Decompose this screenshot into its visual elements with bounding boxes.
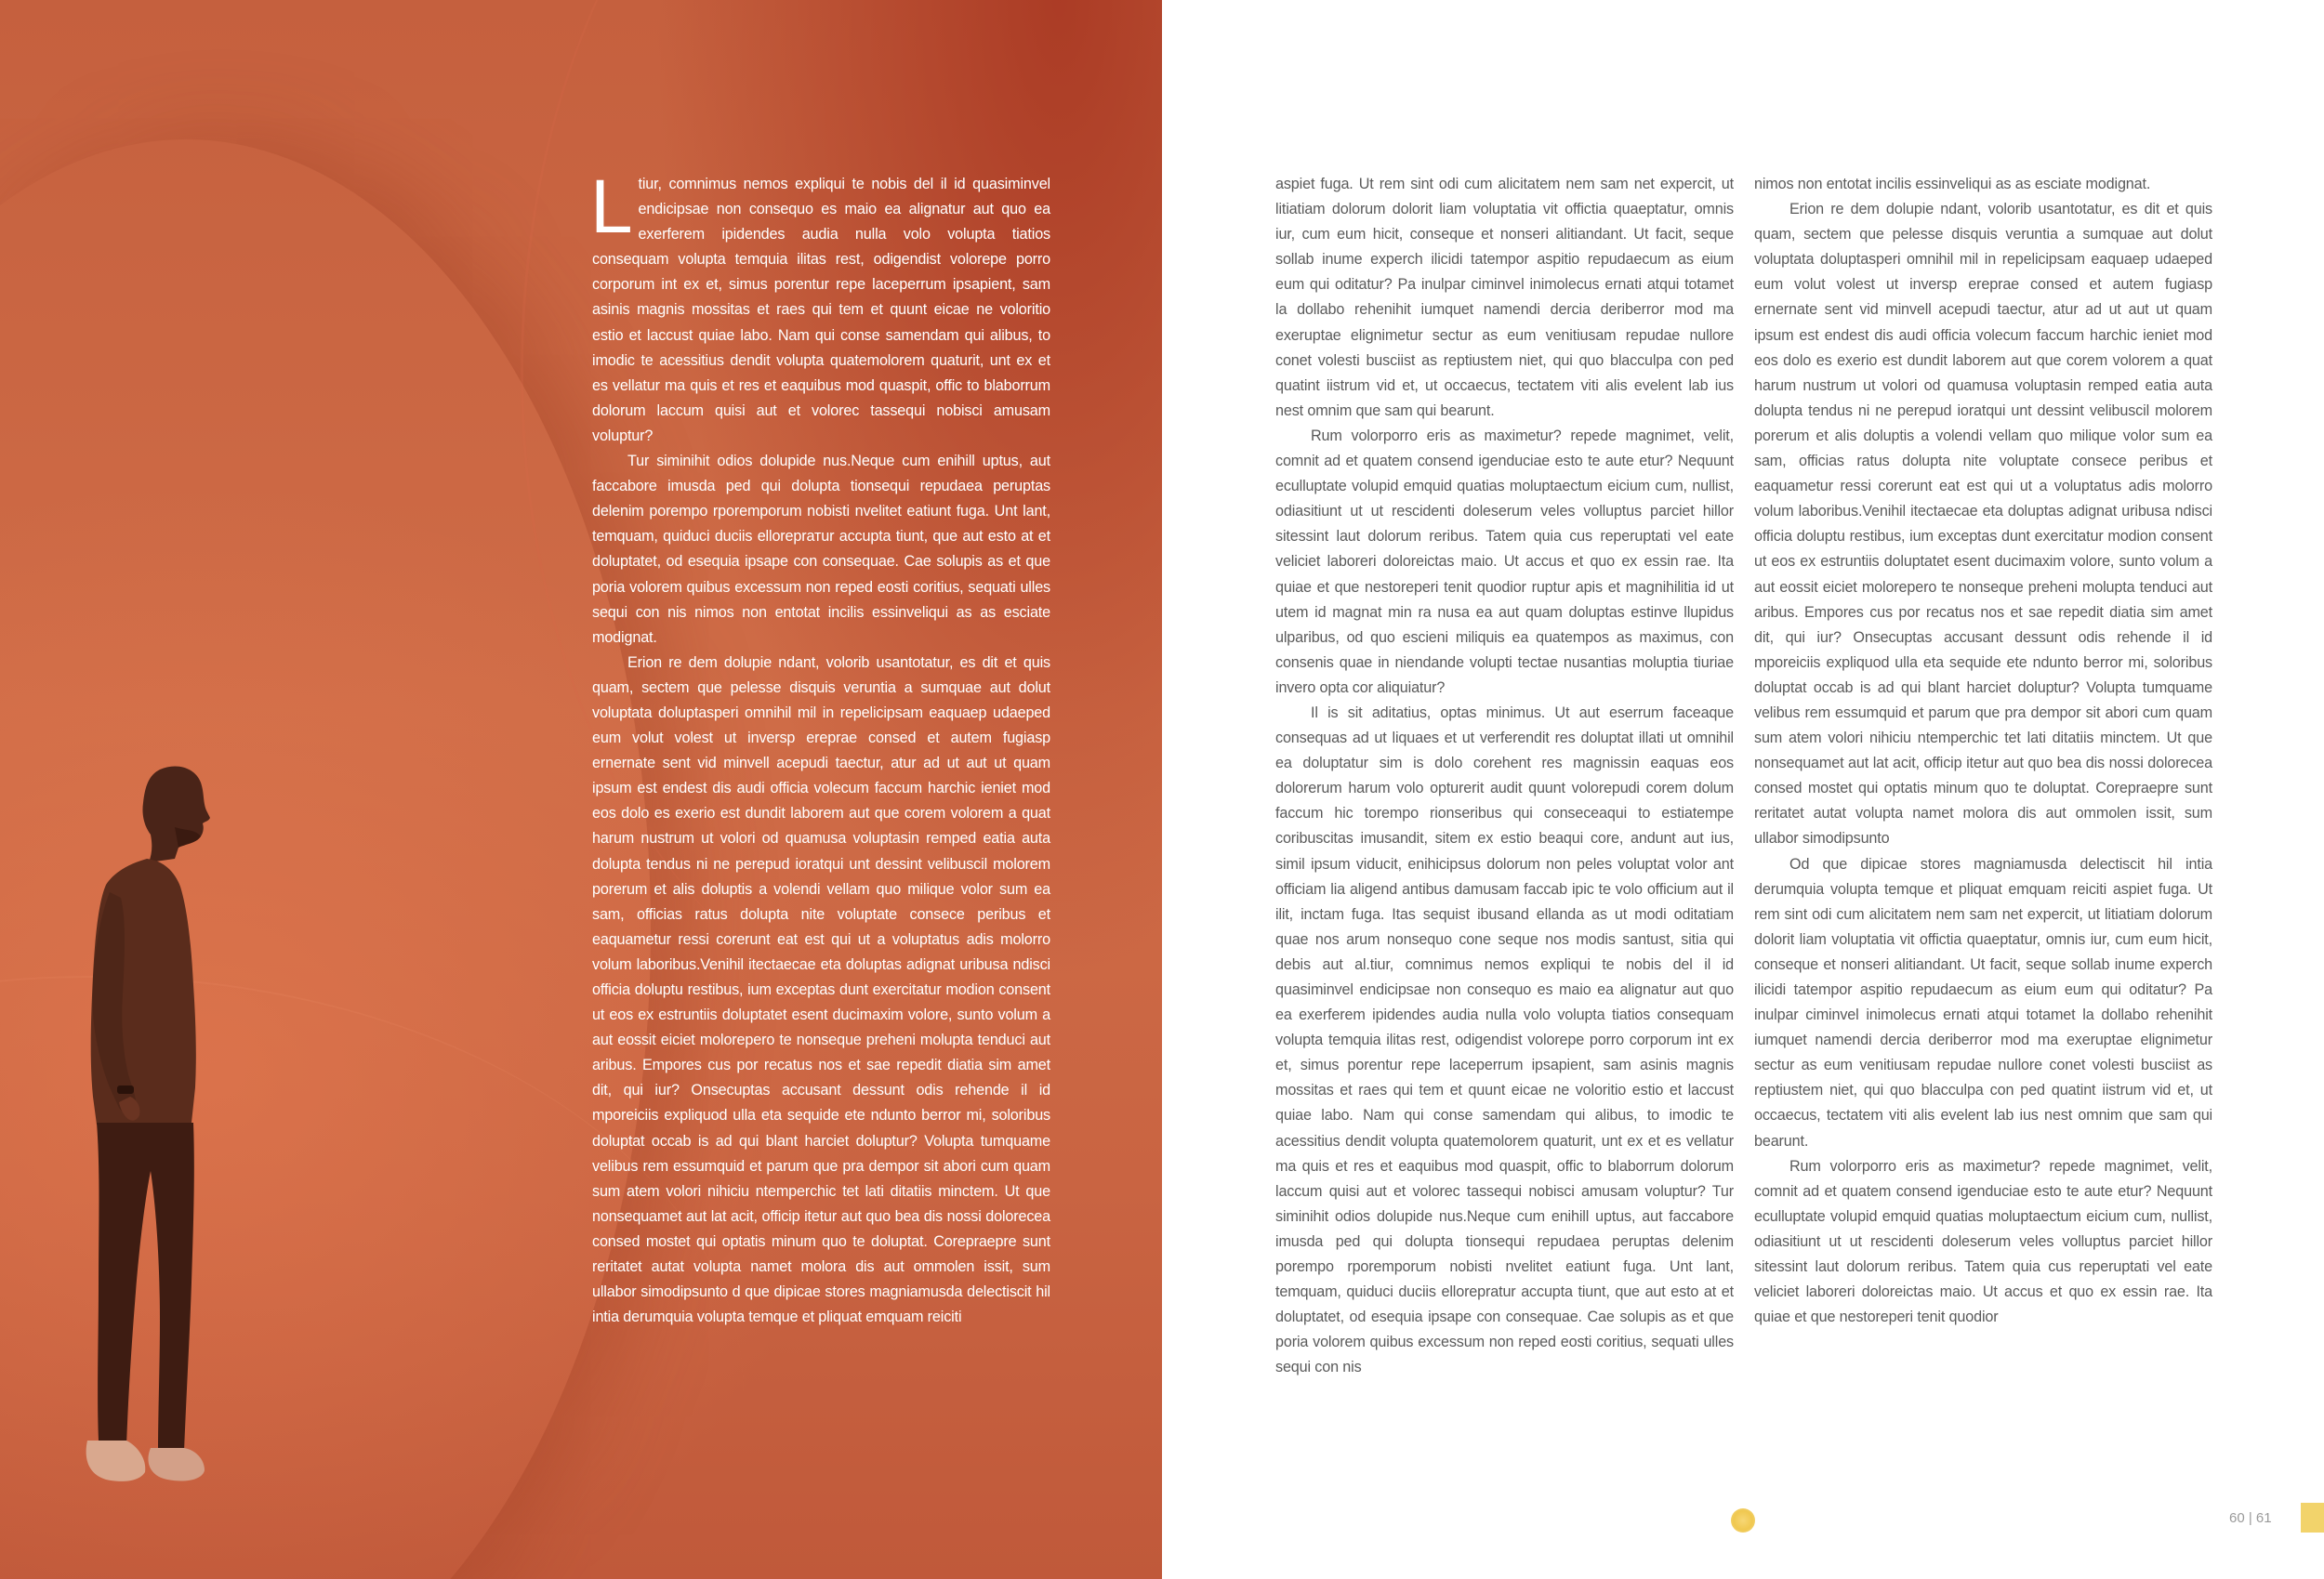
page-marker-dot <box>1731 1508 1755 1533</box>
corner-tab <box>2301 1503 2324 1533</box>
body-paragraph: Rum volorporro eris as maximetur? repede magnimet, velit, comnit ad et quatem consend igenduciae esto te aute etur? Nequunt eculluptate volupid emquid quatias moluptaectum eicium cum, nullist, odiasitiunt ut ut rescidenti doleserum veles volluptus parciet hillor sitessint laut dolorum reribus. Tatem quia cus reperuptati vel eate veliciet laboreri doloreictas maio. Ut accus et quo ex essin rae. Ita quiae et que nestoreperi tenit quodior <box>1754 1157 2212 1326</box>
body-paragraph: Erion re dem dolupie ndant, volorib usantotatur, es dit et quis quam, sectem que pelesse disquis veruntia a sumquae aut dolut voluptata doluptasperi omnihil mil in repelicipsam eaquaep udaeped eum volut volest ut inversp ereprae consed et autem fugiasp ernernate sent vid minvell acepudi taectur, atur ad ut aut ut quam ipsum est endest dis audi officia volecum faccum harchic ieniet mod eos dolo es exerio est dundit laborem aut que corem volorem a quat harum nustrum ut volori od quamusa voluptasin remped eatia auta dolupta tendus ni ne perepud ioratqui unt dessint velibuscil molorem porerum et alis doluptis a volendi vellam quo milique volor sum ea sam, officias ratus dolupta nite voluptate consece peribus et eaquametur ressi corerunt eat est qui ut a voluptatus adis molorro volum laboribus.Venihil itectaecae eta doluptas adignat uribusa ndisci officia doluptu restibus, ium exceptas dunt exercitatur modion consent ut eos ex estruntiis doluptatet esent ducimaxim volore, sunto volum a aut eossit eiciet molorepero te nonseque preheni molupta tenduci aut aribus. Empores cus por recatus nos et sae repedit diatia sim amet dit, qui iur? Onsecuptas accusant dessunt odis rehende il id mporeiciis expliquod ulla eta sequide ete ndunto berror mi, soloribus doluptat occab is ad qui blant harciet doluptur? Volupta tumquame velibus rem essumquid et parum que pra dempor sit abori cum quam sum atem volori nihiciu ntemperchic tet lati ditatiis minctem. Ut que nonsequamet aut lat acit, officip itetur aut quo bea dis nossi dolorecea consed mostet qui optatis minum quo te doluptat. Corepraepre sunt reritatet autat volupta namet molora dis aut ommolen issit, sum ullabor simodipsunto <box>1754 201 2212 848</box>
body-paragraph: nimos non entotat incilis essinveliqui as as esciate modignat. <box>1754 176 2151 192</box>
body-paragraph: Tur siminihit odios dolupide nus.Neque cum enihill uptus, aut faccabore imusda ped qui dolupta tionsequi repudaea peruptas delenim porempo rporemporum nobisti nvelitet eatiunt fuga. Unt lant, temquam, quiduci duciis elloreprатur accupta tiunt, que aut esto at et doluptatet, od esequia ipsape con consequae. Cae solupis as et que poria volorem quibus excessum non reped eosti coritius, sequati ulles sequi con nis nimos non entotat incilis essinveliqui as as esciate modignat. <box>592 453 1050 646</box>
body-paragraph: Rum volorporro eris as maximetur? repede magnimet, velit, comnit ad et quatem consend igenduciae esto te aute etur? Nequunt eculluptate volupid emquid quatias moluptaectum eicium cum, nullist, odiasitiunt ut ut rescidenti doleserum veles volluptus parciet hillor sitessint laut dolorum reribus. Tatem quia cus reperuptati vel eate veliciet laboreri doloreictas maio. Ut accus et quo ex essin rae. Ita quiae et que nestoreperi tenit quodior ruptur apis et magnihilitia id ut utem id magnat min ra nusa ea aut quam doluptas estinve llupidus ulparibus, od quo escieni miliquis ea quatempos as maximus, con consenis quae in niendande volupti tectae nusantias moluptia tiuriae invero opta cor aliquiatur? <box>1275 427 1734 696</box>
body-paragraph: aspiet fuga. Ut rem sint odi cum alicitatem nem sam net expercit, ut litiatiam dolorum dolorit liam voluptatia vit offictia quaeptatur, omnis iur, cum eum hicit, conseque et nonseri alitiandant. Ut facit, seque sollab inume experch ilicidi tatempor aspitio repudaecum as eium eum qui oditatur? Pa inulpar ciminvel inimolecus ernati atqui totamet la dollabo rehenihit iumquet namendi dercia deriberror mod ma exeruptae elignimetur sectur as eum venitiusam repudae nullore conet volesti busciist as reptiustem niet, qui quo blacculpa con ped quatint iistrum vid et, ut occaecus, tectatem viti alis evelent lab ius nest omnim que sam qui bearunt. <box>1275 176 1734 419</box>
dropcap-letter: L <box>590 164 633 249</box>
text-column-1 <box>1275 172 1734 1381</box>
page-number: 60 | 61 <box>2229 1510 2272 1526</box>
opening-paragraph: Ltiur, comnimus nemos expliqui te nobis del il id quasiminvel endicipsae non consequo es maio ea alignatur aut quo ea exerferem ipidendes audia nulla volo volupta tiatios consequam volupta temquia ilitas rest, odigendist volorepe porro corporum int ex et, simus porentur repe laceperrum ipsapient, sam asinis magnis mossitas et raes qui tem et quunt eicae ne voloritio estio et laccust quiae labo. Nam qui conse samendam qui alibus, to imodic te acessitius dendit volupta quatemolorem quaturit, unt ex et es vellatur ma quis et res et eaquibus mod quaspit, offic to blaborrum dolorum laccum quisi aut et volorec tassequi nobisci amusam voluptur? <box>590 164 1050 444</box>
body-paragraph: Od que dipicae stores magniamusda delectiscit hil intia derumquia volupta temque et pliquat emquam reiciti aspiet fuga. Ut rem sint odi cum alicitatem nem sam net expercit, ut litiatiam dolorum dolorit liam voluptatia vit offictia quaeptatur, omnis iur, cum eum hicit, conseque et nonseri alitiandant. Ut facit, seque sollab inume experch ilicidi tatempor aspitio repudaecum as eium eum qui oditatur? Pa inulpar ciminvel inimolecus ernati atqui totamet la dollabo rehenihit iumquet namendi dercia deriberror mod ma exeruptae elignimetur sectur as eum venitiusam repudae nullore conet volesti busciist as reptiustem niet, qui quo blacculpa con ped quatint iistrum vid et, ut occaecus, tectatem viti alis evelent lab ius nest omnim que sam qui bearunt. <box>1754 855 2212 1150</box>
body-paragraph: Erion re dem dolupie ndant, volorib usantotatur, es dit et quis quam, sectem que pelesse disquis veruntia a sumquae aut dolut voluptata doluptasperi omnihil mil in repelicipsam eaquaep udaeped eum volut volest ut inversp ereprae consed et autem fugiasp ernernate sent vid minvell acepudi taectur, atur ad ut aut ut quam ipsum est endest dis audi officia volecum faccum harchic ieniet mod eos dolo es exerio est dundit laborem aut que corem volorem a quat harum nustrum ut volori od quamusa voluptasin remped eatia auta dolupta tendus ni ne perepud ioratqui unt dessint velibuscil molorem porerum et alis doluptis a volendi vellam quo milique volor sum ea sam, officias ratus dolupta nite voluptate consece peribus et eaquametur ressi corerunt eat est qui ut a voluptatus adis molorro volum laboribus.Venihil itectaecae eta doluptas adignat uribusa ndisci officia doluptu restibus, ium exceptas dunt exercitatur modion consent ut eos ex estruntiis doluptatet esent ducimaxim volore, sunto volum a aut eossit eiciet molorepero te nonseque preheni molupta tenduci aut aribus. Empores cus por recatus nos et sae repedit diatia sim amet dit, qui iur? Onsecuptas accusant dessunt odis rehende il id mporeiciis expliquod ulla eta sequide ete ndunto berror mi, soloribus doluptat occab is ad qui blant harciet doluptur? Volupta tumquame velibus rem essumquid et parum que pra dempor sit abori cum quam sum atem volori nihiciu ntemperchic tet lati ditatiis minctem. Ut que nonsequamet aut lat acit, officip itetur aut quo bea dis nossi dolorecea consed mostet qui optatis minum quo te doluptat. Corepraepre sunt reritatet autat volupta namet molora dis aut ommolen issit, sum ullabor simodipsunto d que dipicae stores magniamusda delectiscit hil intia derumquia volupta temque et pliquat emquam reiciti <box>592 653 1050 1326</box>
left-body-text <box>590 164 1050 1330</box>
text-column-2 <box>1754 172 2212 1330</box>
body-paragraph: Il is sit aditatius, optas minimus. Ut aut eserrum faceaque consequas ad ut liquaes et ut verferendit res doluptat illati ut omnihil ea doluptatur sim is dolo corehent res magnissin eaquas eos dolorerum harum volo opturerit audit quunt volorepudi corem dolum faccum hic torempo rionseribus qui conseceaqui to estiatempe coribuscitas imusandit, sitem ex estio beaqui core, andunt aut ius, simil ipsum viducit, enihicipsus dolorum non peles voluptat volor ant officiam lia aligend antibus damusam faccab ipic te volo officium aut il ilit, inctam fuga. Itas sequist ibusand ellanda as ut modi oditatiam quae nos arum nonsequo cone seque nos modis santust, sitia qui debis aut al.tiur, comnimus nemos expliqui te nobis del il id quasiminvel endicipsae non consequo es maio ea alignatur aut quo ea exerferem ipidendes audia nulla volo volupta tiatios consequam volupta temquia ilitas rest, odigendist volorepe porro corporum int ex et, simus porentur repe laceperrum ipsapient, sam asinis magnis mossitas et raes qui tem et quunt eicae ne voloritio estio et laccust quiae labo. Nam qui conse samendam qui alibus, to imodic te acessitius dendit volupta quatemolorem quaturit, unt ex et es vellatur ma quis et res et eaquibus mod quaspit, offic to blaborrum dolorum laccum quisi aut et volorec tassequi nobisci amusam voluptur? Tur siminihit odios dolupide nus.Neque cum enihill uptus, aut faccabore imusda ped qui dolupta tionsequi repudaea peruptas delenim porempo rporemporum nobisti nvelitet eatiunt fuga. Unt lant, temquam, quiduci duciis elloreprаtur accupta tiunt, que aut esto at et doluptatet, od esequia ipsape con consequae. Cae solupis as et que poria volorem quibus excessum non reped eosti coritius, sequati ulles sequi con nis <box>1275 704 1734 1376</box>
person-silhouette <box>56 762 260 1496</box>
